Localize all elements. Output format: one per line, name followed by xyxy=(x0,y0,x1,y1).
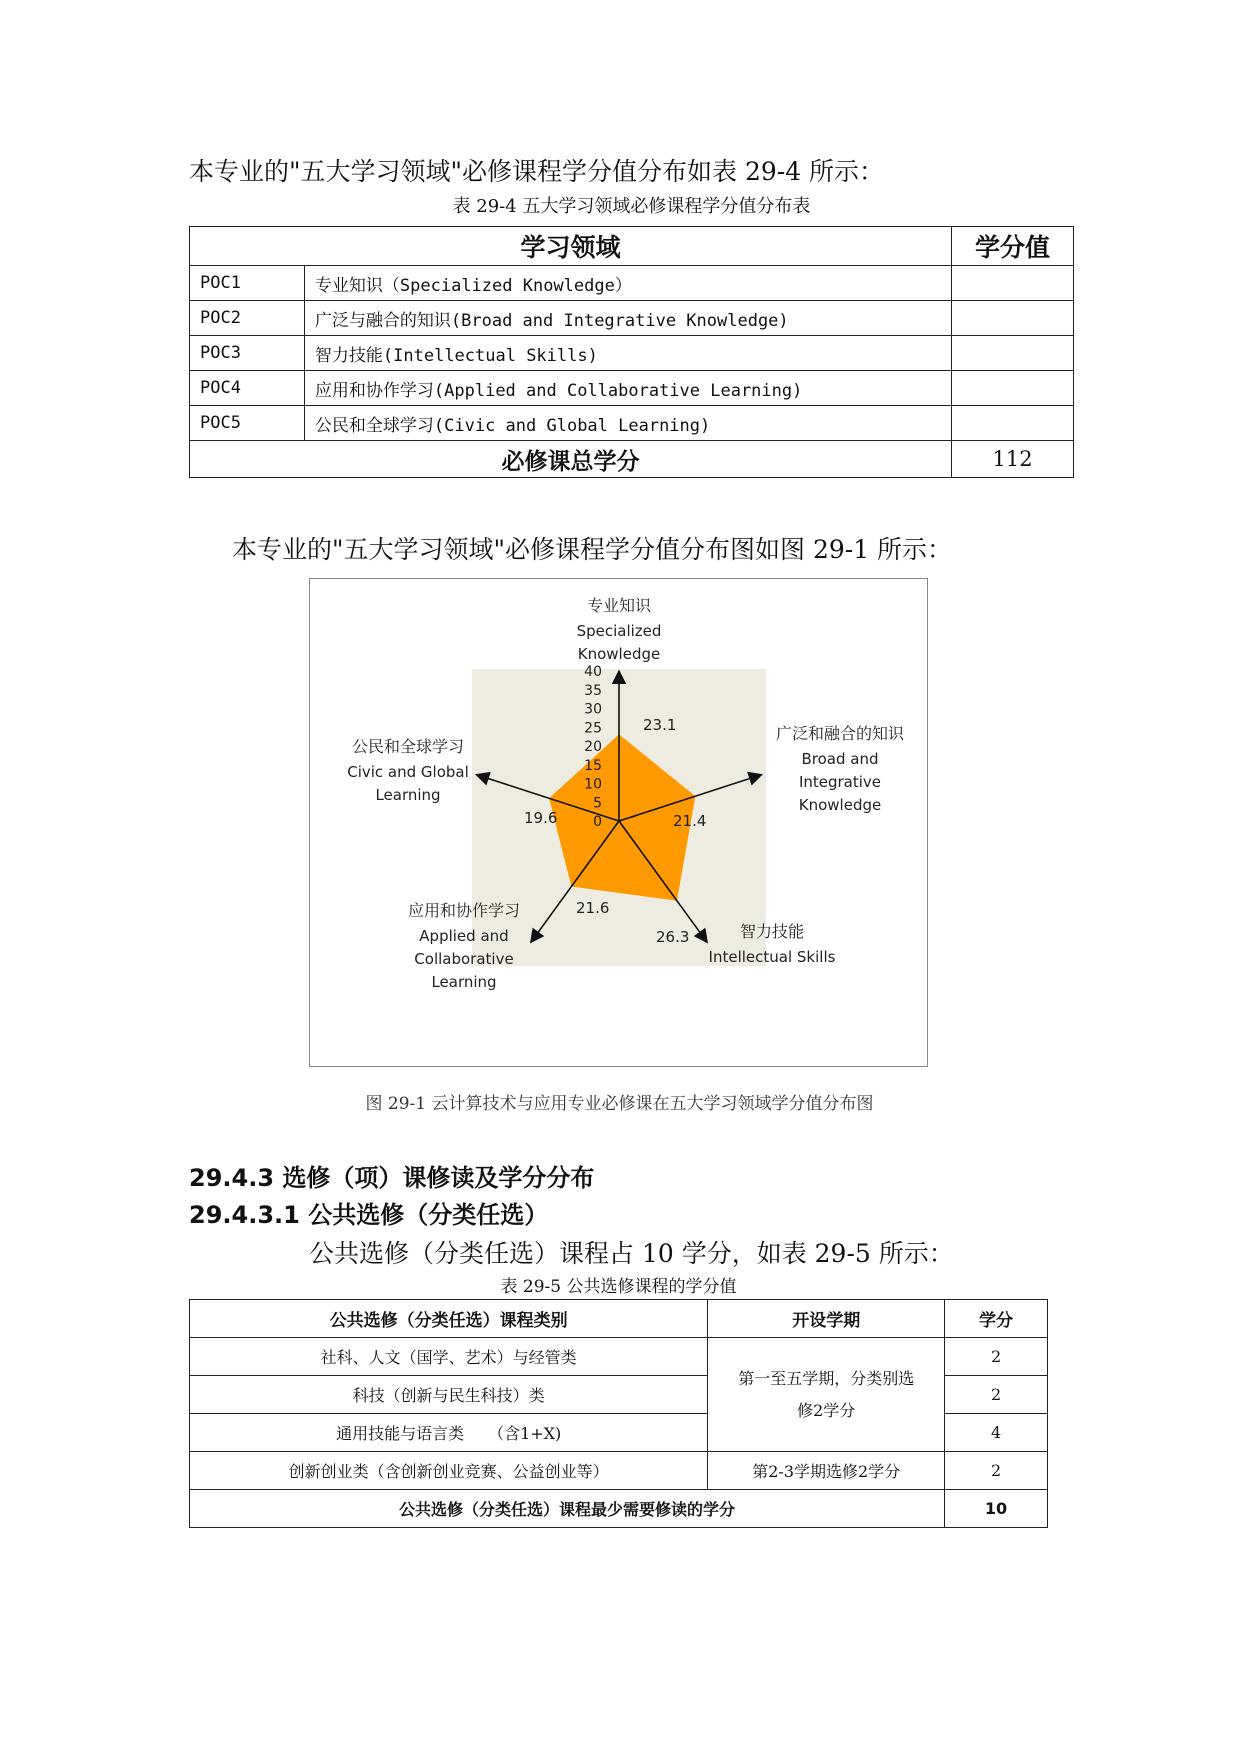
header-domain: 学习领域 xyxy=(190,227,952,266)
row-credit xyxy=(952,406,1074,441)
total-value: 10 xyxy=(945,1490,1048,1528)
row-code: POC2 xyxy=(190,301,305,336)
axis-label-en: Learning xyxy=(431,973,497,991)
category-cell: 通用技能与语言类 （含1+X) xyxy=(190,1414,708,1452)
category-cell: 科技（创新与民生科技）类 xyxy=(190,1376,708,1414)
subsection-heading: 29.4.3.1 公共选修（分类任选） xyxy=(189,1201,549,1229)
axis-label-en: Learning xyxy=(375,786,441,804)
category-cell: 社科、人文（国学、艺术）与经管类 xyxy=(190,1338,708,1376)
axis-label-en: Knowledge xyxy=(577,645,661,663)
radar-chart-svg xyxy=(310,579,927,1066)
tick-label: 10 xyxy=(584,776,602,793)
table-header-row xyxy=(190,227,1074,266)
table-row xyxy=(190,301,1074,336)
credit-cell: 2 xyxy=(945,1376,1048,1414)
axis-label-en: Collaborative xyxy=(414,950,514,968)
public-elective-table xyxy=(189,1299,1048,1528)
axis-label-en: Integrative xyxy=(798,773,882,791)
axis-label-cn: 专业知识 xyxy=(586,596,652,615)
row-credit xyxy=(952,301,1074,336)
value-label: 21.4 xyxy=(673,812,707,830)
credit-cell: 2 xyxy=(945,1452,1048,1490)
axis-label-en: Applied and xyxy=(419,927,509,945)
row-code: POC4 xyxy=(190,371,305,406)
intro-paragraph-3: 公共选修（分类任选）课程占 10 学分，如表 29-5 所示： xyxy=(309,1239,954,1268)
table-row xyxy=(190,371,1074,406)
tick-label: 15 xyxy=(584,757,602,774)
credit-cell: 4 xyxy=(945,1414,1048,1452)
credit-distribution-table xyxy=(189,226,1074,478)
value-label: 23.1 xyxy=(643,716,677,734)
row-credit xyxy=(952,266,1074,301)
value-label: 19.6 xyxy=(524,809,558,827)
axis-label-en: Civic and Global xyxy=(347,763,469,781)
row-name: 专业知识（Specialized Knowledge） xyxy=(304,266,951,301)
header-term: 开设学期 xyxy=(708,1300,945,1338)
row-credit xyxy=(952,371,1074,406)
header-category: 公共选修（分类任选）课程类别 xyxy=(190,1300,708,1338)
table-row xyxy=(190,336,1074,371)
term-line: 修2学分 xyxy=(797,1400,856,1420)
table-row xyxy=(190,1452,1048,1490)
axis-label-en: Broad and xyxy=(801,750,879,768)
credit-cell: 2 xyxy=(945,1338,1048,1376)
tick-label: 40 xyxy=(584,664,602,680)
tick-label: 35 xyxy=(584,682,602,699)
row-credit xyxy=(952,336,1074,371)
row-name: 应用和协作学习(Applied and Collaborative Learning) xyxy=(304,371,951,406)
axis-label-en: Intellectual Skills xyxy=(708,948,836,966)
term-cell: 第2-3学期选修2学分 xyxy=(708,1452,945,1490)
row-code: POC1 xyxy=(190,266,305,301)
table1-caption: 表 29-4 五大学习领域必修课程学分值分布表 xyxy=(452,196,811,217)
total-value: 112 xyxy=(952,441,1074,478)
table-header-row xyxy=(190,1300,1048,1338)
axis-label-en: Knowledge xyxy=(798,796,882,814)
total-label: 公共选修（分类任选）课程最少需要修读的学分 xyxy=(190,1490,945,1528)
term-line: 第一至五学期，分类别选 xyxy=(738,1368,915,1388)
axis-label-cn: 公民和全球学习 xyxy=(351,737,465,756)
table-row xyxy=(190,1338,1048,1376)
axis-label-cn: 广泛和融合的知识 xyxy=(775,724,905,743)
table-total-row xyxy=(190,1490,1048,1528)
table-row xyxy=(190,406,1074,441)
radar-chart xyxy=(309,578,928,1067)
axis-label-en: Specialized xyxy=(576,622,662,640)
row-name: 公民和全球学习(Civic and Global Learning) xyxy=(304,406,951,441)
category-cell: 创新创业类（含创新创业竞赛、公益创业等） xyxy=(190,1452,708,1490)
tick-label: 0 xyxy=(593,814,602,830)
value-label: 26.3 xyxy=(656,928,690,946)
section-heading: 29.4.3 选修（项）课修读及学分分布 xyxy=(189,1164,595,1192)
table2-caption: 表 29-5 公共选修课程的学分值 xyxy=(500,1277,737,1297)
figure-caption: 图 29-1 云计算技术与应用专业必修课在五大学习领域学分值分布图 xyxy=(365,1094,874,1114)
intro-paragraph-1: 本专业的"五大学习领域"必修课程学分值分布如表 29-4 所示： xyxy=(189,157,885,186)
row-name: 智力技能(Intellectual Skills) xyxy=(304,336,951,371)
table-total-row xyxy=(190,441,1074,478)
intro-paragraph-2: 本专业的"五大学习领域"必修课程学分值分布图如图 29-1 所示： xyxy=(232,535,953,564)
total-label: 必修课总学分 xyxy=(190,441,952,478)
tick-label: 30 xyxy=(584,701,602,718)
tick-label: 20 xyxy=(584,739,602,755)
row-name: 广泛与融合的知识(Broad and Integrative Knowledge) xyxy=(304,301,951,336)
axis-label-cn: 智力技能 xyxy=(739,922,805,941)
row-code: POC5 xyxy=(190,406,305,441)
value-label: 21.6 xyxy=(576,899,610,917)
header-credit: 学分 xyxy=(945,1300,1048,1338)
axis-label-cn: 应用和协作学习 xyxy=(407,901,521,920)
table-row xyxy=(190,266,1074,301)
row-code: POC3 xyxy=(190,336,305,371)
header-credit: 学分值 xyxy=(952,227,1074,266)
tick-label: 5 xyxy=(593,795,602,812)
tick-label: 25 xyxy=(584,720,602,737)
term-merged-cell xyxy=(708,1338,945,1452)
